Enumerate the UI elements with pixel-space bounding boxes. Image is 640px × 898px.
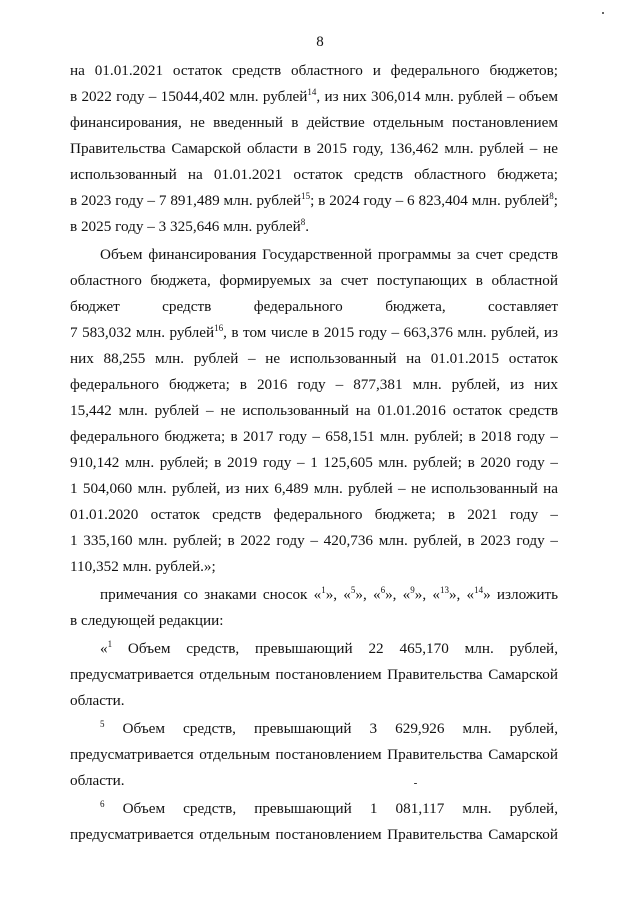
scan-speck [414,783,417,784]
text-span: », « [355,586,381,603]
text-span: федерального бюджета; в 2017 году – 658,151 млн. рублей; в 2018 году – [70,428,558,445]
text-line [100,246,558,264]
footnote-mark: 13 [439,586,449,595]
text-span: , из них 306,014 млн. рублей – объем [316,88,558,105]
text-line [70,166,558,184]
text-span: Объем финансирования Государственной программы за счет средств [100,246,558,263]
text-span: предусматривается отдельным постановлением Правительства Самарской [70,746,558,763]
text-line [70,506,558,524]
text-span: федерального бюджета; в 2016 году – 877,381 млн. рублей, из них [70,376,558,393]
text-span: предусматривается отдельным постановлением Правительства Самарской [70,826,558,843]
text-span: них 88,255 млн. рублей – не использованный на 01.01.2015 остаток [70,350,558,367]
text-span: бюджет средств федерального бюджета, составляет [70,298,558,315]
text-span: . [305,218,309,235]
text-line [70,272,558,290]
text-line [70,428,558,446]
text-line [70,350,558,368]
text-span: « [100,640,108,657]
text-line [100,586,558,604]
text-line [70,324,558,342]
text-span: » изложить [483,586,558,603]
text-span: », « [448,586,475,603]
text-line [70,62,558,80]
text-line [100,720,558,738]
text-span: области. [70,692,125,709]
text-span: Объем средств, превышающий 1 081,117 млн. рублей, [104,800,558,817]
text-line [70,402,558,420]
text-span: в следующей редакции: [70,612,224,629]
footnote-mark: 1 [321,586,326,595]
text-span: примечания со знаками сносок « [100,586,322,603]
text-span: области. [70,772,125,789]
footnote-mark: 5 [100,720,105,729]
text-span: ; [553,192,558,209]
text-span: ; в 2024 году – 6 823,404 млн. рублей [310,192,550,209]
text-line [70,746,558,764]
text-span: 910,142 млн. рублей; в 2019 году – 1 125,605 млн. рублей; в 2020 году – [70,454,558,471]
text-line [70,114,558,132]
text-span: 1 504,060 млн. рублей, из них 6,489 млн. рублей – не использованный на [70,480,558,497]
page-number: 8 [316,34,324,50]
footnote-mark: 14 [474,586,484,595]
text-line [100,800,558,818]
text-line [70,826,558,844]
text-line [70,666,558,684]
footnote-mark: 15 [301,192,311,201]
footnote-mark: 16 [214,324,224,333]
text-span: предусматривается отдельным постановлением Правительства Самарской [70,666,558,683]
text-line [70,140,558,158]
text-span: Объем средств, превышающий 22 465,170 млн. рублей, [112,640,558,657]
text-span: областного бюджета, формируемых за счет поступающих в областной [70,272,558,289]
text-span: 7 583,032 млн. рублей [70,324,215,341]
text-span: 01.01.2020 остаток средств федерального бюджета; в 2021 году – [70,506,558,523]
text-line [70,772,558,790]
text-line [70,192,558,210]
text-span: », « [325,586,351,603]
text-span: в 2022 году – 15044,402 млн. рублей [70,88,308,105]
text-line [70,454,558,472]
text-line [70,376,558,394]
footnote-mark: 8 [300,216,306,227]
text-span: финансирования, не введенный в действие отдельным постановлением [70,114,558,131]
footnote-mark: 1 [107,640,113,649]
text-line [70,218,558,236]
footnote-mark: 6 [380,586,386,595]
text-span: использованный на 01.01.2021 остаток средств областного бюджета; [70,166,558,183]
footnote-mark: 5 [350,586,356,595]
footnote-mark: 8 [549,192,554,201]
text-span: на 01.01.2021 остаток средств областного и федерального бюджетов; [70,62,558,79]
text-line [70,692,558,710]
text-line [100,640,558,658]
text-span: Правительства Самарской области в 2015 году, 136,462 млн. рублей – не [70,140,558,157]
text-line [70,612,558,630]
text-span: 110,352 млн. рублей.»; [70,558,216,575]
footnote-mark: 6 [100,800,105,809]
footnote-mark: 14 [307,88,317,97]
text-span: », « [385,586,411,603]
scan-speck [602,12,604,14]
text-span: Объем средств, превышающий 3 629,926 млн. рублей, [104,720,558,737]
footnote-mark: 9 [410,586,415,595]
text-span: 1 335,160 млн. рублей; в 2022 году – 420,736 млн. рублей, в 2023 году – [70,532,558,549]
text-line [70,480,558,498]
text-line [70,532,558,550]
text-span: 15,442 млн. рублей – не использованный на 01.01.2016 остаток средств [70,402,558,419]
text-line [70,558,558,576]
text-span: », « [414,586,440,603]
text-span: в 2025 году – 3 325,646 млн. рублей [70,218,301,235]
text-span: в 2023 году – 7 891,489 млн. рублей [70,192,302,209]
text-line [70,88,558,106]
text-span: , в том числе в 2015 году – 663,376 млн. рублей, из [223,324,558,341]
text-line [70,298,558,316]
